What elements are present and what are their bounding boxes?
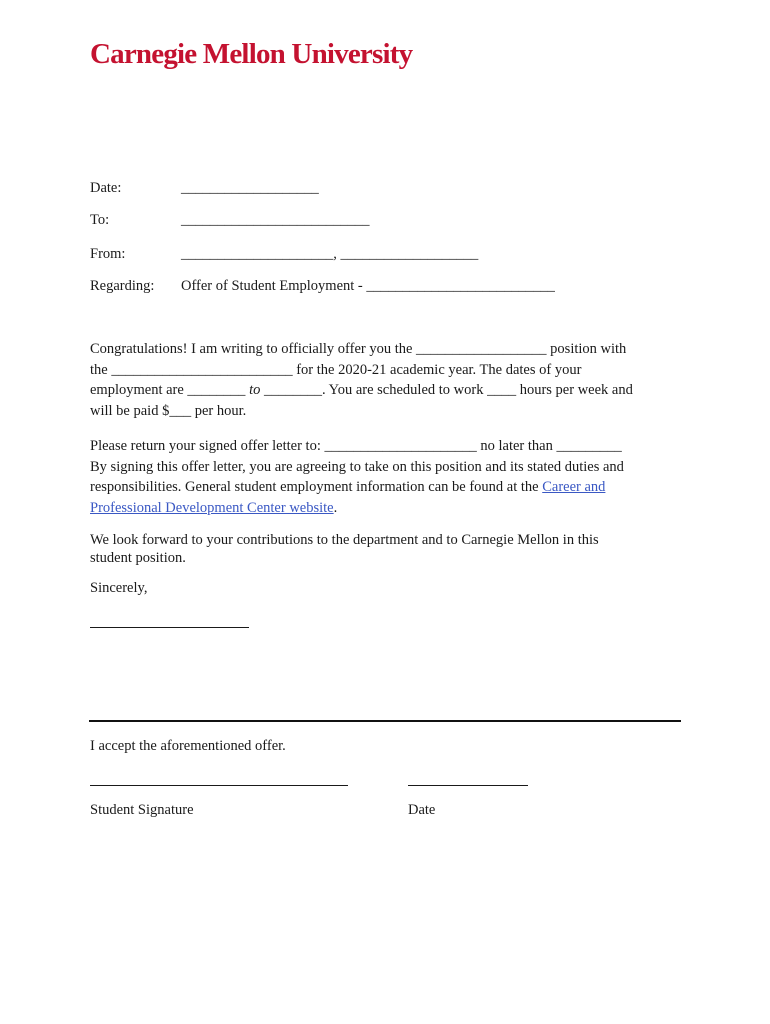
- student-signature-line[interactable]: [90, 785, 348, 786]
- from-blank: _____________________, ___________________: [181, 246, 479, 262]
- date-label: Date:: [90, 180, 122, 196]
- date-blank: ___________________: [181, 180, 319, 196]
- return-line-3-text: responsibilities. General student employment information can be found at the: [90, 479, 543, 495]
- to-label: To:: [90, 212, 110, 228]
- date-row: [90, 180, 319, 197]
- accept-text: I accept the aforementioned offer.: [90, 738, 286, 754]
- offer-line-3a: employment are ________: [90, 382, 250, 398]
- to-row: [90, 212, 370, 229]
- closing-line-2: student position.: [90, 550, 186, 566]
- regarding-label: Regarding:: [90, 278, 155, 294]
- offer-line-3b: ________. You are scheduled to work ____ hours per week and: [260, 382, 633, 398]
- return-line-4: [90, 498, 670, 519]
- offer-line-2: the _________________________ for the 2020-21 academic year. The dates of your: [90, 361, 582, 378]
- offer-line-4: will be paid $___ per hour.: [90, 402, 247, 419]
- section-divider: [89, 720, 681, 722]
- date-signature-label: Date: [408, 802, 436, 818]
- regarding-row: [90, 278, 555, 295]
- offer-line-3-to: to: [249, 382, 261, 398]
- sender-signature-line: [90, 627, 249, 628]
- student-signature-label: Student Signature: [90, 802, 194, 818]
- return-line-3: [90, 477, 670, 498]
- to-blank: __________________________: [181, 212, 370, 228]
- closing-paragraph: [90, 531, 670, 567]
- return-line-1: Please return your signed offer letter to: _____________________ no later than _________: [90, 438, 622, 454]
- from-label: From:: [90, 246, 126, 262]
- from-row: [90, 246, 478, 263]
- career-center-link-a[interactable]: Career and: [542, 479, 606, 495]
- return-line-2: By signing this offer letter, you are agreeing to take on this position and its stated duties and: [90, 458, 624, 475]
- sincerely-text: Sincerely,: [90, 580, 148, 596]
- offer-paragraph: [90, 339, 670, 421]
- closing-line-1: We look forward to your contributions to the department and to Carnegie Mellon in this: [90, 532, 599, 548]
- cmu-logo: Carnegie Mellon University: [90, 38, 413, 70]
- regarding-value: Offer of Student Employment - __________________________: [181, 278, 555, 294]
- career-center-link-b[interactable]: Professional Development Center website: [90, 499, 334, 516]
- return-paragraph: [90, 436, 670, 518]
- offer-line-3: [90, 380, 670, 401]
- return-line-4-end: .: [333, 499, 338, 516]
- offer-line-1: Congratulations! I am writing to officially offer you the __________________ position with: [90, 341, 627, 357]
- date-signature-line[interactable]: [408, 785, 528, 786]
